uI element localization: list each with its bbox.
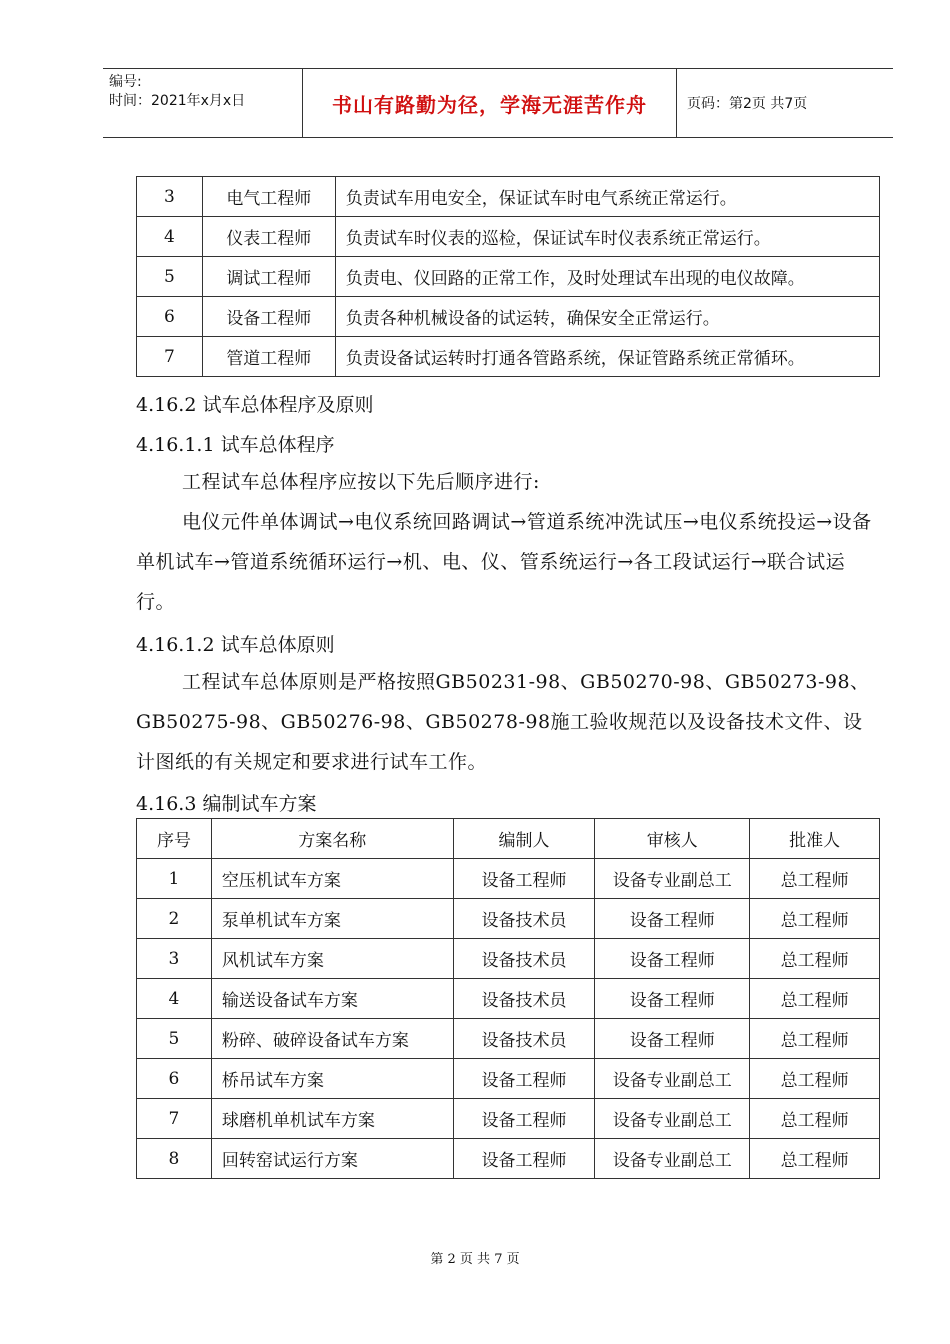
plan-reviewer: 设备专业副总工 xyxy=(595,1139,750,1179)
role-name: 设备工程师 xyxy=(202,297,335,337)
table-row xyxy=(137,177,880,217)
role-name: 管道工程师 xyxy=(202,337,335,377)
plan-reviewer: 设备工程师 xyxy=(595,979,750,1019)
plan-author: 设备工程师 xyxy=(453,859,595,899)
plan-number: 5 xyxy=(137,1019,212,1059)
plan-approver: 总工程师 xyxy=(750,1019,880,1059)
table-row xyxy=(137,859,880,899)
time-label: 时间：2021年x月x日 xyxy=(109,93,246,109)
column-header: 序号 xyxy=(137,819,212,859)
plan-approver: 总工程师 xyxy=(750,859,880,899)
plan-name: 空压机试车方案 xyxy=(211,859,453,899)
role-duty: 负责电、仪回路的正常工作，及时处理试车出现的电仪故障。 xyxy=(335,257,879,297)
plans-table-header-row xyxy=(137,819,880,859)
table-row xyxy=(137,217,880,257)
header-slogan: 书山有路勤为径，学海无涯苦作舟 xyxy=(303,69,677,137)
plan-approver: 总工程师 xyxy=(750,1099,880,1139)
table-row xyxy=(137,257,880,297)
plan-number: 6 xyxy=(137,1059,212,1099)
plan-number: 1 xyxy=(137,859,212,899)
table-row xyxy=(137,337,880,377)
plan-approver: 总工程师 xyxy=(750,979,880,1019)
plan-reviewer: 设备专业副总工 xyxy=(595,1059,750,1099)
table-row xyxy=(137,1099,880,1139)
plan-author: 设备工程师 xyxy=(453,1139,595,1179)
column-header: 方案名称 xyxy=(211,819,453,859)
table-row xyxy=(137,979,880,1019)
role-name: 电气工程师 xyxy=(202,177,335,217)
role-name: 仪表工程师 xyxy=(202,217,335,257)
paragraph-principles: 工程试车总体原则是严格按照GB50231-98、GB50270-98、GB50273-98、GB50275-98、GB50276-98、GB50278-98施工验收规范以及设备技术文件、设计图纸的有关规定和要求进行试车工作。 xyxy=(136,671,870,773)
column-header: 编制人 xyxy=(453,819,595,859)
plan-approver: 总工程师 xyxy=(750,1139,880,1179)
plan-approver: 总工程师 xyxy=(750,899,880,939)
plan-name: 泵单机试车方案 xyxy=(211,899,453,939)
page-footer: 第 2 页 共 7 页 xyxy=(430,1252,520,1267)
plan-reviewer: 设备工程师 xyxy=(595,939,750,979)
plan-number: 7 xyxy=(137,1099,212,1139)
table-row xyxy=(137,939,880,979)
plan-number: 4 xyxy=(137,979,212,1019)
plan-author: 设备工程师 xyxy=(453,1059,595,1099)
plan-reviewer: 设备专业副总工 xyxy=(595,1099,750,1139)
plan-approver: 总工程师 xyxy=(750,939,880,979)
section-heading-4-16-2: 4.16.2 试车总体程序及原则 xyxy=(136,394,374,416)
row-number: 4 xyxy=(137,217,203,257)
plan-author: 设备技术员 xyxy=(453,939,595,979)
plans-table xyxy=(136,818,880,1179)
column-header: 审核人 xyxy=(595,819,750,859)
page-header xyxy=(103,68,893,138)
header-page-label: 页码：第2页 共7页 xyxy=(687,96,808,112)
role-duty: 负责各种机械设备的试运转，确保安全正常运行。 xyxy=(335,297,879,337)
row-number: 3 xyxy=(137,177,203,217)
row-number: 7 xyxy=(137,337,203,377)
plan-author: 设备工程师 xyxy=(453,1099,595,1139)
table-row xyxy=(137,1059,880,1099)
plan-name: 风机试车方案 xyxy=(211,939,453,979)
role-duty: 负责试车时仪表的巡检，保证试车时仪表系统正常运行。 xyxy=(335,217,879,257)
paragraph-procedure-intro: 工程试车总体程序应按以下先后顺序进行: xyxy=(182,471,540,493)
roles-table xyxy=(136,176,880,377)
plan-name: 桥吊试车方案 xyxy=(211,1059,453,1099)
plan-number: 3 xyxy=(137,939,212,979)
section-heading-4-16-1-2: 4.16.1.2 试车总体原则 xyxy=(136,634,335,656)
column-header: 批准人 xyxy=(750,819,880,859)
table-row xyxy=(137,899,880,939)
plan-author: 设备技术员 xyxy=(453,1019,595,1059)
table-row xyxy=(137,297,880,337)
plan-reviewer: 设备工程师 xyxy=(595,899,750,939)
plan-number: 2 xyxy=(137,899,212,939)
code-label: 编号: xyxy=(109,74,142,90)
row-number: 6 xyxy=(137,297,203,337)
role-name: 调试工程师 xyxy=(202,257,335,297)
plan-reviewer: 设备专业副总工 xyxy=(595,859,750,899)
section-heading-4-16-3: 4.16.3 编制试车方案 xyxy=(136,793,317,815)
plan-name: 球磨机单机试车方案 xyxy=(211,1099,453,1139)
role-duty: 负责试车用电安全，保证试车时电气系统正常运行。 xyxy=(335,177,879,217)
plan-name: 回转窑试运行方案 xyxy=(211,1139,453,1179)
row-number: 5 xyxy=(137,257,203,297)
plan-number: 8 xyxy=(137,1139,212,1179)
role-duty: 负责设备试运转时打通各管路系统，保证管路系统正常循环。 xyxy=(335,337,879,377)
plan-reviewer: 设备工程师 xyxy=(595,1019,750,1059)
plan-name: 输送设备试车方案 xyxy=(211,979,453,1019)
paragraph-procedure-sequence: 电仪元件单体调试→电仪系统回路调试→管道系统冲洗试压→电仪系统投运→设备单机试车→管道系统循环运行→机、电、仪、管系统运行→各工段试运行→联合试运行。 xyxy=(136,511,872,613)
section-heading-4-16-1-1: 4.16.1.1 试车总体程序 xyxy=(136,434,335,456)
table-row xyxy=(137,1019,880,1059)
plan-author: 设备技术员 xyxy=(453,899,595,939)
plan-name: 粉碎、破碎设备试车方案 xyxy=(211,1019,453,1059)
header-meta xyxy=(103,69,303,137)
plan-author: 设备技术员 xyxy=(453,979,595,1019)
table-row xyxy=(137,1139,880,1179)
plan-approver: 总工程师 xyxy=(750,1059,880,1099)
